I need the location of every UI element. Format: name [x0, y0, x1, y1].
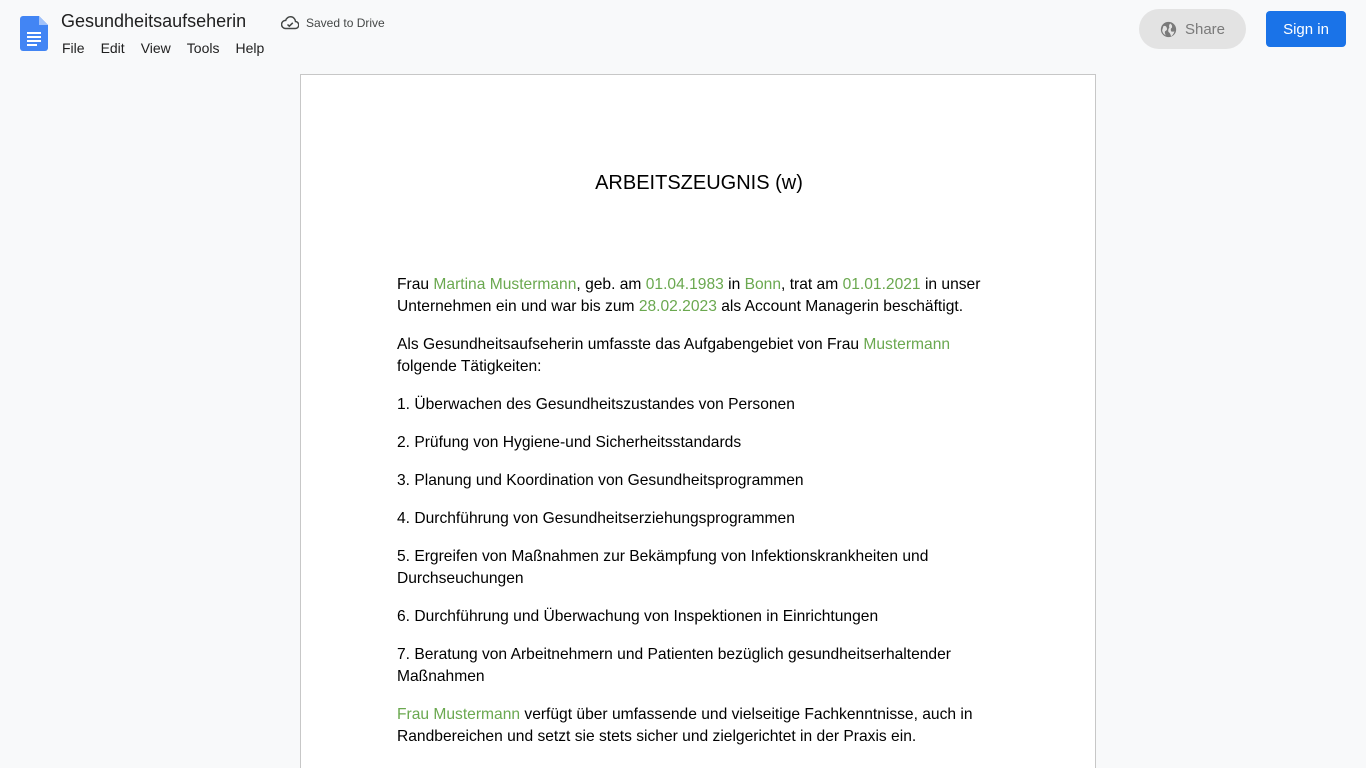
text-span: , geb. am [576, 276, 646, 293]
document-body [397, 274, 1007, 764]
task-item: 3. Planung und Koordination von Gesundheitsprogrammen [397, 472, 804, 489]
menu-file[interactable]: File [62, 40, 85, 56]
docs-logo-icon[interactable] [20, 16, 48, 51]
document-page[interactable] [300, 74, 1096, 768]
document-title[interactable]: Gesundheitsaufseherin [61, 11, 247, 31]
text-span: , trat am [781, 276, 843, 293]
text-span: folgende Tätigkeiten: [397, 358, 542, 375]
task-item: 4. Durchführung von Gesundheitserziehungsprogrammen [397, 510, 795, 527]
top-bar [0, 0, 1366, 64]
menu-edit[interactable]: Edit [100, 40, 125, 56]
end-date-field: 28.02.2023 [638, 298, 717, 315]
task-item: 6. Durchführung und Überwachung von Inspektionen in Einrichtungen [397, 608, 879, 625]
share-button[interactable] [1139, 9, 1246, 49]
task-item: 5. Ergreifen von Maßnahmen zur Bekämpfung von Infektionskrankheiten und Durchseuchungen [397, 548, 929, 587]
tasks-intro-paragraph [397, 334, 1007, 378]
employee-name-field: Martina Mustermann [433, 276, 577, 293]
text-span: in [723, 276, 745, 293]
birth-date-field: 01.04.1983 [645, 276, 724, 293]
intro-paragraph [397, 274, 1007, 318]
text-span: Frau [397, 276, 434, 293]
birth-place-field: Bonn [744, 276, 782, 293]
text-span: verfügt über umfassende und vielseitige Fachkenntnisse, auch in Randbereichen und setzt sie stets sicher und zielgerichtet in der Praxis ein. [397, 706, 973, 745]
text-span: in unser Unternehmen ein und war bis zum [397, 276, 981, 315]
skills-paragraph [397, 704, 1007, 748]
surname-field: Mustermann [863, 336, 951, 353]
sign-in-button[interactable]: Sign in [1266, 11, 1346, 47]
task-item: 2. Prüfung von Hygiene-und Sicherheitsstandards [397, 434, 742, 451]
employee-name-field: Frau Mustermann [397, 706, 521, 723]
text-span: Als Gesundheitsaufseherin umfasste das Aufgabengebiet von Frau [397, 336, 864, 353]
start-date-field: 01.01.2021 [842, 276, 921, 293]
document-heading: ARBEITSZEUGNIS (w) [595, 172, 803, 194]
cloud-done-icon [281, 16, 299, 30]
save-status-label: Saved to Drive [306, 16, 385, 30]
menu-view[interactable]: View [140, 40, 171, 56]
globe-icon [1160, 21, 1177, 38]
save-status[interactable] [281, 14, 385, 32]
menu-tools[interactable]: Tools [186, 40, 220, 56]
menu-help[interactable]: Help [235, 40, 265, 56]
share-label: Share [1184, 20, 1226, 38]
menu-bar [54, 37, 272, 59]
task-item: 1. Überwachen des Gesundheitszustandes von Personen [397, 396, 795, 413]
text-span: als Account Managerin beschäftigt. [716, 298, 964, 315]
task-item: 7. Beratung von Arbeitnehmern und Patienten bezüglich gesundheitserhaltender Maßnahmen [397, 646, 951, 685]
